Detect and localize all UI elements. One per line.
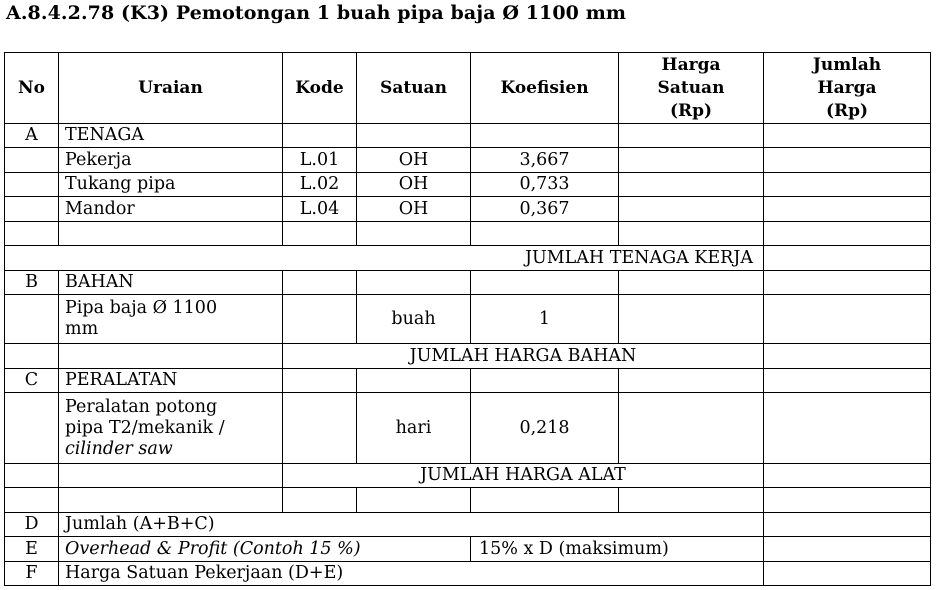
section-label: PERALATAN <box>59 369 283 393</box>
header-kode: Kode <box>283 53 357 124</box>
header-jumlah-harga: Jumlah Harga (Rp) <box>764 53 931 124</box>
section-row-bahan <box>5 271 931 295</box>
cost-analysis-table <box>4 52 931 586</box>
summary-row-f: F Harga Satuan Pekerjaan (D+E) <box>5 562 931 586</box>
page-title: A.8.4.2.78 (K3) Pemotongan 1 buah pipa baja Ø 1100 mm <box>6 2 627 24</box>
subtotal-label: JUMLAH TENAGA KERJA <box>5 246 764 271</box>
section-row-tenaga <box>5 124 931 148</box>
subtotal-row-peralatan <box>5 464 931 488</box>
table-row: Tukang pipa L.02 OH 0,733 <box>5 173 931 197</box>
section-no: B <box>5 271 59 295</box>
header-satuan: Satuan <box>357 53 471 124</box>
summary-row-e: E Overhead & Profit (Contoh 15 %) 15% x D (maksimum) <box>5 537 931 562</box>
section-label: TENAGA <box>59 124 283 148</box>
section-row-peralatan <box>5 369 931 393</box>
header-harga-satuan: Harga Satuan (Rp) <box>619 53 764 124</box>
table-row: Peralatan potong pipa T2/mekanik / cilinder saw hari 0,218 <box>5 393 931 464</box>
subtotal-row-tenaga <box>5 246 931 271</box>
subtotal-label: JUMLAH HARGA BAHAN <box>283 344 764 369</box>
table-row: Mandor L.04 OH 0,367 <box>5 197 931 222</box>
section-no: C <box>5 369 59 393</box>
summary-row-d: D Jumlah (A+B+C) <box>5 513 931 537</box>
subtotal-row-bahan <box>5 344 931 369</box>
section-label: BAHAN <box>59 271 283 295</box>
subtotal-label: JUMLAH HARGA ALAT <box>283 464 764 488</box>
table-row: Pekerja L.01 OH 3,667 <box>5 148 931 173</box>
header-no: No <box>5 53 59 124</box>
header-uraian: Uraian <box>59 53 283 124</box>
section-no: A <box>5 124 59 148</box>
header-row <box>5 53 931 124</box>
empty-row <box>5 488 931 513</box>
empty-row <box>5 222 931 246</box>
header-koefisien: Koefisien <box>471 53 619 124</box>
table-row: Pipa baja Ø 1100 mm buah 1 <box>5 295 931 344</box>
